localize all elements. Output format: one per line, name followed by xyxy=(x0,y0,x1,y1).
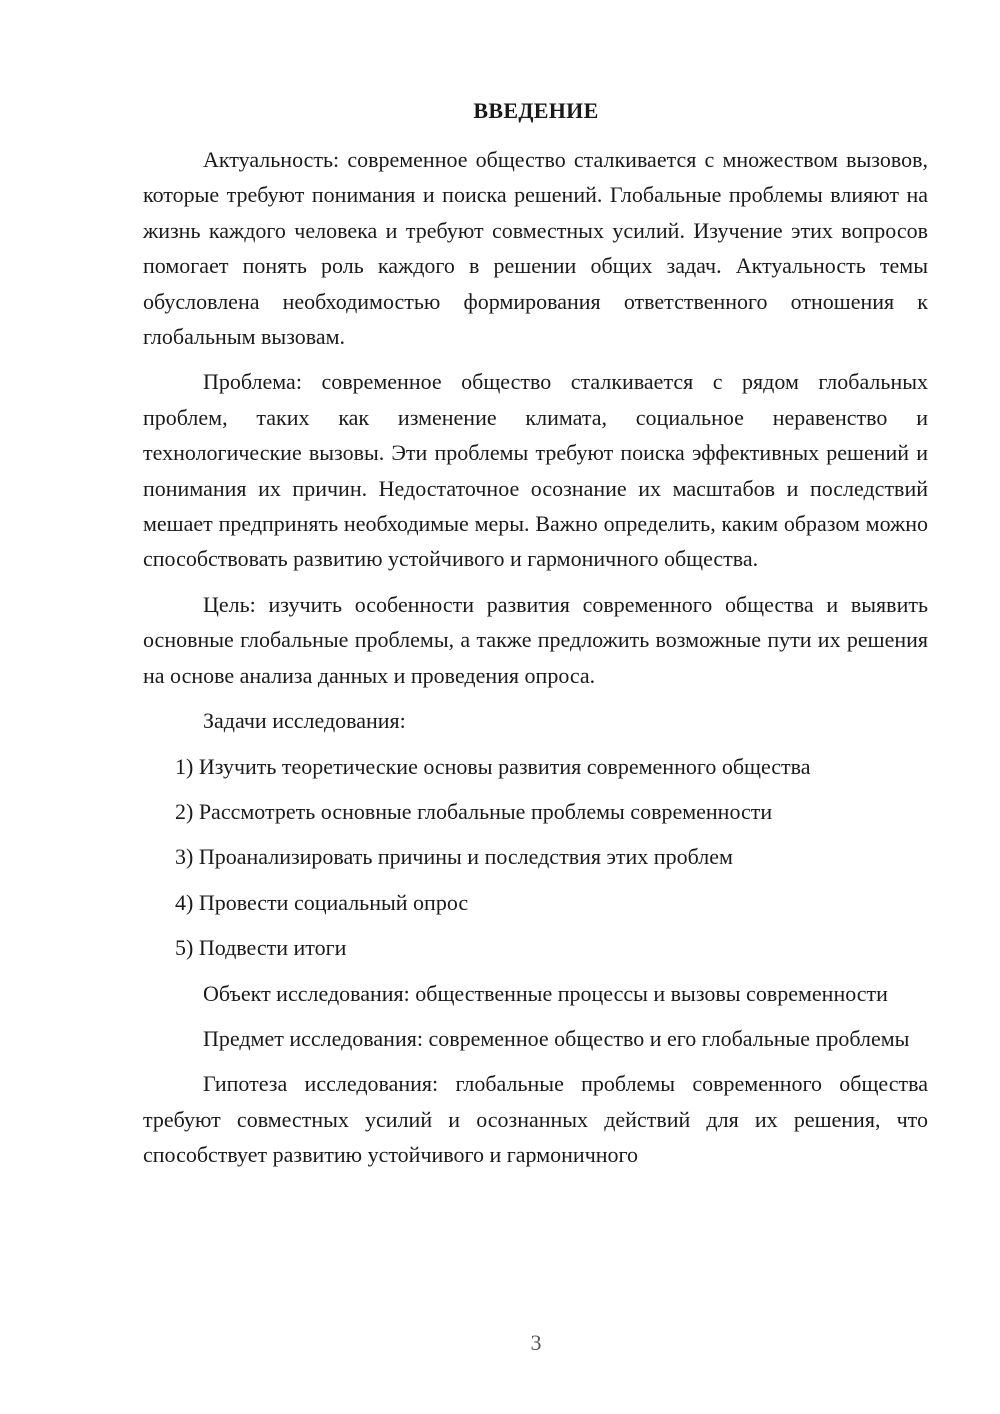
task-item: 4) Провести социальный опрос xyxy=(175,889,469,915)
task-item: 2) Рассмотреть основные глобальные проблемы современности xyxy=(175,798,773,824)
tasks-heading: Задачи исследования: xyxy=(203,708,406,734)
page-title: ВВЕДЕНИЕ xyxy=(473,98,599,123)
subject-paragraph: Предмет исследования: современное общество и его глобальные проблемы xyxy=(203,1025,910,1051)
goal-paragraph: Цель: изучить особенности развития современного общества и выявить основные глобальные проблемы, а также предложить возможные пути их решения на основе анализа данных и проведения опроса. xyxy=(143,591,928,688)
task-item: 1) Изучить теоретические основы развития современного общества xyxy=(175,753,811,779)
page-number: 3 xyxy=(530,1330,542,1355)
document-body xyxy=(143,142,928,1183)
tasks-list xyxy=(143,749,928,966)
task-item: 3) Проанализировать причины и последствия этих проблем xyxy=(175,844,733,870)
problem-paragraph: Проблема: современное общество сталкивается с рядом глобальных проблем, таких как изменение климата, социальное неравенство и технологические вызовы. Эти проблемы требуют поиска эффективных решений и понимания их причин. Недостаточное осознание их масштабов и последствий мешает предпринять необходимые меры. Важно определить, каким образом можно способствовать развитию устойчивого и гармоничного общества. xyxy=(143,369,928,572)
hypothesis-paragraph: Гипотеза исследования: глобальные проблемы современного общества требуют совместных усилий и осознанных действий для их решения, что способствует развитию устойчивого и гармоничного xyxy=(143,1071,928,1168)
object-paragraph: Объект исследования: общественные процессы и вызовы современности xyxy=(203,980,888,1006)
task-item: 5) Подвести итоги xyxy=(175,935,347,961)
relevance-paragraph: Актуальность: современное общество сталкивается с множеством вызовов, которые требуют понимания и поиска решений. Глобальные проблемы влияют на жизнь каждого человека и требуют совместных усилий. Изучение этих вопросов помогает понять роль каждого в решении общих задач. Актуальность темы обусловлена необходимостью формирования ответственного отношения к глобальным вызовам. xyxy=(143,147,928,350)
